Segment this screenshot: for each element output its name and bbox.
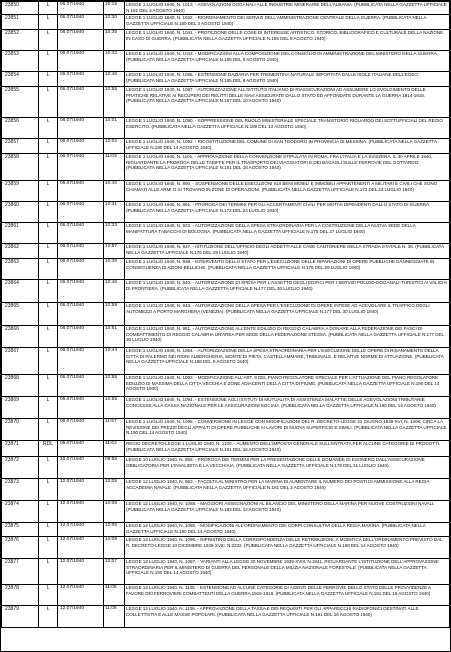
act-description: LEGGE 1 LUGLIO 1940, N. 891. - PROROGA DEI TERMINI PER GLI ACCERTAMENTI CIVILI PER MOTIVI DIPENDENTI DALLO STATO DI GUERRA. (PUBBLICATA NELLA GAZZETTA UFFICIALE N.172 DEL 24 LUGLIO 1940) — [125, 202, 450, 223]
act-date: 06.07/1940 — [58, 244, 104, 259]
act-date: 10.07/1940 — [58, 457, 104, 479]
act-type: L — [39, 2, 58, 15]
act-description: LEGGE 1 LUGLIO 1940, N. 1090. - SOPPRESSIONE DEL RUOLO MINISTERIALE SPECIALE TRANSITORIO RIGUARDO DEI SOTTUFFICIALI DEL REGIO ESERCITO. (PUBBLICATA NELLA GAZZETTA UFFICIALE N.189 DEL 13 AGOSTO 1940) — [125, 118, 450, 139]
act-time: 11:05 — [104, 585, 125, 606]
record-id: 23873 — [2, 479, 39, 501]
act-date: 12.07/1940 — [58, 585, 104, 606]
record-id: 23872 — [2, 457, 39, 479]
record-id: 23860 — [2, 202, 39, 223]
table-row — [2, 501, 450, 523]
act-time: 10:35 — [104, 30, 125, 51]
act-time: 10:08 — [104, 501, 125, 523]
act-type: L — [39, 202, 58, 223]
table-row — [2, 244, 450, 259]
act-date: 06.07/1940 — [58, 139, 104, 154]
legislation-table-body — [2, 2, 450, 628]
act-type: L — [39, 585, 58, 606]
act-time: 10:57 — [104, 244, 125, 259]
table-row — [2, 441, 450, 457]
act-date: 06.07/1940 — [58, 51, 104, 72]
act-time: 10:05 — [104, 479, 125, 501]
act-description: LEGGE 1 LUGLIO 1940, N. 938. - INTERVENTO DELLO STATO PER L'ESECUZIONE DELLE RIPARAZIONI DI OPERE PUBBLICHE DANNEGGIATE IN CONSEGUENZA DI AZIONI BELLICHE. (PUBBLICATA NELLA GAZZETTA UFFICIALE N.176 DEL 29 LUGLIO 1940) — [125, 259, 450, 280]
act-time: 10:31 — [104, 202, 125, 223]
act-time: 10:02 — [104, 139, 125, 154]
act-date: 06.07/1940 — [58, 118, 104, 139]
table-row — [2, 118, 450, 139]
record-id: 23874 — [2, 501, 39, 523]
record-id: 23869 — [2, 397, 39, 419]
act-date: 06.07/1940 — [58, 87, 104, 118]
table-row — [2, 181, 450, 202]
record-id: 23853 — [2, 51, 39, 72]
act-description: LEGGE 10 LUGLIO 1940, N. 958. - PROROGA DEI TERMINI PER LA PRESENTAZIONE DELLE DOMANDE DI ESONERO DALL'ASSICURAZIONE OBBLIGATORIA PER L'INVALIDITA E LA VECCHIAIA. (PUBBLICATA NELLA GAZZETTA UFFICIALE N.178 DEL 31 LUGLIO 1940) — [125, 457, 450, 479]
table-row — [2, 585, 450, 606]
act-date: 06.07/1940 — [58, 348, 104, 375]
act-type: L — [39, 244, 58, 259]
act-type: L — [39, 303, 58, 326]
table-row — [2, 139, 450, 154]
table-row — [2, 2, 450, 15]
act-description: LEGGE 12 LUGLIO 1940, N. 1106. - APPROVAZIONE DELLA TASSA E DEI REQUISITI PER GLI APPARECCHI RADIOFONICI DESTINATI ALLE COLLETTIVITA E ALLE MASSE POPOLARI. (PUBBLICATA NELLA GAZZETTA UFFICIALE N.191 DEL 16 AGOSTO 1940) — [125, 606, 450, 628]
act-time: 10:48 — [104, 72, 125, 87]
table-row — [2, 326, 450, 348]
act-type: L — [39, 154, 58, 181]
act-date: 06.07/1940 — [58, 326, 104, 348]
act-description: LEGGE 1 LUGLIO 1940, N. 1032. - RIORDINAMENTO DEI SERVIZI DELL'AMMINISTRAZIONE CENTRALE DELLA GUERRA. (PUBBLICATA NELLA GAZZETTA UFFICIALE N.180 DEL 3 AGOSTO 1940) — [125, 15, 450, 30]
act-description: LEGGE 1 LUGLIO 1940, N. 1095. - CONVERSIONE IN LEGGE CON MODIFICAZIONI DEL R. DECRETO-LEGGE 21 GIUGNO 1938-XVI, N. 1208, CIRCA LA REVISIONE DEI PREZZI DEGLI APPALTI DI OPERE PUBBLICHE AI LAVORI DI NUOVA SUPERFICIE E SIMILI. (PUBBLICATA NELLA GAZZETTA UFFICIALE N.190 DEL 14 AGOSTO 1940) — [125, 419, 450, 441]
act-type: L — [39, 139, 58, 154]
act-type: L — [39, 223, 58, 244]
act-description: LEGGE 12 LUGLIO 1940, N. 1096. - RIPRISTINO DELLA CORRISPONDENZA DELLE RETRIBUZIONI, A MODIFICA DELL'ORDINAMENTO PREVISTO DAL R. DECRETO-LEGGE 10 DICEMBRE 1939-XVIII, N.2232. (PUBBLICATA NELLA GAZZETTA UFFICIALE N.190 DEL 14 AGOSTO 1940) — [125, 537, 450, 559]
act-description: LEGGE 1 LUGLIO 1940, N. 940. - AUTORIZZAZIONE DI SPESA PER L'ASSETTO DEGLI EDIFICI PER I SERVIZI POLIZIO-DOGANALI-TURISTICI AI VALICHI DI FRONTIERA. (PUBBLICATA NELLA GAZZETTA UFFICIALE N.177 DEL 30 LUGLIO 1940) — [125, 280, 450, 303]
act-time: 11:06 — [104, 606, 125, 628]
record-id: 23852 — [2, 30, 39, 51]
act-type: L — [39, 419, 58, 441]
act-date: 12.07/1940 — [58, 537, 104, 559]
act-description: LEGGE 1 LUGLIO 1940, N. 1092. - RICOSTITUZIONE DEL COMUNE DI SAN TEODORO IN PROVINCIA DI MESSINA. (PUBBLICATA NELLA GAZZETTA UFFICIALE N.190 DEL 14 AGOSTO 1940) — [125, 139, 450, 154]
table-row — [2, 154, 450, 181]
act-time: 10:44 — [104, 348, 125, 375]
act-description: LEGGE 1 LUGLIO 1940, N. 1101. - APPROVAZIONE DELLA CONVENZIONE STIPULATA IN ROMA, FRA L'ITALIA E LA SVIZZERA, IL 30 APRILE 1940, RIGUARDANTE LA PROROGA DELLE TARIFFE PER IL TRASPORTO DEI VIAGGIATORI E DEI BAGAGLI SULLE FERROVIE DEL GOTTARDO. (PUBBLICATA NELLA GAZZETTA UFFICIALE N.191 DEL 16 AGOSTO 1940) — [125, 154, 450, 181]
act-date: 06.07/1940 — [58, 419, 104, 441]
table-row — [2, 479, 450, 501]
act-time: 11:57 — [104, 419, 125, 441]
record-id: 23877 — [2, 559, 39, 585]
table-row — [2, 537, 450, 559]
act-time: 10:07 — [104, 559, 125, 585]
act-time: 10:55 — [104, 375, 125, 397]
record-id: 23856 — [2, 118, 39, 139]
act-time: 11:03 — [104, 154, 125, 181]
act-description: LEGGE 12 LUGLIO 1940, N. 1095. - MODIFICAZIONI ALL'ORDINAMENTO DEI CORPI CONSULTIVI DELLA REGIA MARINA. (PUBBLICATA NELLA GAZZETTA UFFICIALE N.190 DEL 14 AGOSTO 1940) — [125, 523, 450, 537]
act-description: LEGGE 1 LUGLIO 1940, N. 951. - AUTORIZZAZIONE ALL'ENTE EDILIZIO DI REGGIO CALABRIA A DONARE ALLA FEDERAZIONE DEI FASCI DI COMBATTIMENTO DI REGGIO CALABRIA UN'AREA PER SEDE DELLA FEDERAZIONE STESSA. (PUBBLICATA NELLA GAZZETTA UFFICIALE N.177 DEL 30 LUGLIO 1940) — [125, 326, 450, 348]
act-date: 06.07/1940 — [58, 181, 104, 202]
act-time: 10:55 — [104, 87, 125, 118]
act-description: LEGGE 12 LUGLIO 1940, N. 1097. - VARIANTI ALLA LEGGE 30 NOVEMBRE 1939-XVIII, N.1941, RIGUARDANTE L'ISTITUZIONE DELL'APPROVAZIONE STRAORDINARIA PER IL MINISTERO DI GUERRA DEL PERSONALE DELLA MILIZIA NAZIONALE FORESTALE. (PUBBLICATA NELLA GAZZETTA UFFICIALE N.190 DEL 14 AGOSTO 1940) — [125, 559, 450, 585]
record-id: 23859 — [2, 181, 39, 202]
act-description: LEGGE 1 LUGLIO 1940, N. 1094. - ESTENSIONE AGLI ISTITUTI DI MUTUALITA DI ASSISTENZA MALATTIE DELLE AGEVOLAZIONI TRIBUTARIE CONCESSE ALLA CASSA NAZIONALE PER LE ASSICURAZIONI SOCIALI. (PUBBLICATA NELLA GAZZETTA UFFICIALE N.190 DEL 14 AGOSTO 1940) — [125, 397, 450, 419]
table-row — [2, 87, 450, 118]
record-id: 23868 — [2, 375, 39, 397]
act-type: L — [39, 51, 58, 72]
act-time: 10:33 — [104, 223, 125, 244]
record-id: 23866 — [2, 326, 39, 348]
record-id: 23864 — [2, 280, 39, 303]
record-id: 23857 — [2, 139, 39, 154]
act-description: LEGGE 1 LUGLIO 1940, N. 890. - SOSPENSIONE DELLE ESECUZIONI SUI BENI MOBILI E IMMOBILI APPARTENENTI A MILITARI E CIVILI CHE SONO CHIAMATI ALLE ARMI O SI TROVANO IN ZONE DI OPERAZIONI. (PUBBLICATA NELLA GAZZETTA UFFICIALE N.172 DEL 24 LUGLIO 1940) — [125, 181, 450, 202]
act-description: LEGGE 1 LUGLIO 1940, N. 943. - AUTORIZZAZIONE DELLA SPESA PER L'ESECUZIONE DI OPERE INTESE AD AGEVOLARE IL TRAFFICO DEGLI AUTOMEZZI A PORTO MARGHERA (VENEZIA). (PUBBLICATA NELLA GAZZETTA UFFICIALE N.177 DEL 30 LUGLIO 1940) — [125, 303, 450, 326]
record-id: 23858 — [2, 154, 39, 181]
act-description: LEGGE 1 LUGLIO 1940, N. 1013. - AGEVOLAZIONI DOGANALI ALLE INDUSTRIE MINERARIE DELL'ALBANIA. (PUBBLICATA NELLA GAZZETTA UFFICIALE N.161 DEL 3 AGOSTO 1940) — [125, 2, 450, 15]
act-time: 10:08 — [104, 537, 125, 559]
table-row — [2, 606, 450, 628]
act-description: LEGGE 12 LUGLIO 1940, N. 1068. - MAGGIORI ASSEGNAZIONI AL BILANCIO DEL MINISTERO DELLA MARINA PER NUOVE COSTRUZIONI NAVALI. (PUBBLICATA NELLA GAZZETTA UFFICIALE N.183 DEL 12 AGOSTO 1940) — [125, 501, 450, 523]
table-row — [2, 202, 450, 223]
record-id: 23862 — [2, 244, 39, 259]
act-date: 06.07/1940 — [58, 15, 104, 30]
act-date: 06.07/1940 — [58, 154, 104, 181]
table-row — [2, 457, 450, 479]
record-id: 23870 — [2, 419, 39, 441]
record-id: 23855 — [2, 87, 39, 118]
table-row — [2, 375, 450, 397]
act-date: 12.07/1940 — [58, 523, 104, 537]
record-id: 23861 — [2, 223, 39, 244]
act-type: L — [39, 523, 58, 537]
act-date: 06.07/1940 — [58, 441, 104, 457]
record-id: 23865 — [2, 303, 39, 326]
act-time: 10:06 — [104, 523, 125, 537]
act-time: 10:36 — [104, 259, 125, 280]
table-row — [2, 72, 450, 87]
table-row — [2, 280, 450, 303]
act-time: 10:15 — [104, 2, 125, 15]
act-time: 11:63 — [104, 441, 125, 457]
act-date: 06.07/1940 — [58, 223, 104, 244]
act-description: LEGGE 1 LUGLIO 1940, N. 937. - ISTITUZIONE DELL'UFFICIO DEGLI ADDETTI ALLE CASE CANTONIERE DELLA STRADA STATALE N. 36. (PUBBLICATA NELLA GAZZETTA UFFICIALE N.176 DEL 29 LUGLIO 1940) — [125, 244, 450, 259]
act-description: LEGGE 1 LUGLIO 1940, N. 1064. - AUTORIZZAZIONE DELLA SPESA STRAORDINARIA PER L'ESECUZIONE DELLE OPERE DI RISANAMENTO DELLA CITTA DI PALERMO NEI RIONI ALBERGHERIA, MONTE DI PIETA, CASTELLAMMARE, TRIBUNALE, E RELATIVE NORME DI ATTUAZIONE. (PUBBLICATA NELLA GAZZETTA UFFICIALE N.186 DEL 9 AGOSTO 1940) — [125, 348, 450, 375]
act-time: 10:30 — [104, 15, 125, 30]
act-description: LEGGE 12 LUGLIO 1940, N. 1105. - ESTENSIONE AD ALCUNE CATEGORIE DI AGENTI DELLE FERROVIE DELLO STATO DELLE PROVVIDENZE A FAVORE DEI FERROVIERI COMBATTENTI DELLA GUERRA 1915-1918. (PUBBLICATA NELLA GAZZETTA UFFICIALE N.191 DEL 16 AGOSTO 1940) — [125, 585, 450, 606]
act-date: 06.07/1940 — [58, 375, 104, 397]
act-type: L — [39, 375, 58, 397]
act-date: 06.07/1940 — [58, 259, 104, 280]
act-type: L — [39, 479, 58, 501]
table-row — [2, 30, 450, 51]
act-type: RDL — [39, 441, 58, 457]
act-type: L — [39, 501, 58, 523]
act-time: 10:55 — [104, 397, 125, 419]
act-date: 12.07/1940 — [58, 501, 104, 523]
act-type: L — [39, 259, 58, 280]
record-id: 23879 — [2, 606, 39, 628]
act-date: 06.07/1940 — [58, 303, 104, 326]
act-time: 10:48 — [104, 280, 125, 303]
act-time: 10:01 — [104, 118, 125, 139]
act-type: L — [39, 606, 58, 628]
record-id: 23876 — [2, 537, 39, 559]
record-id: 23851 — [2, 15, 39, 30]
act-date: 06.07/1940 — [58, 280, 104, 303]
act-type: L — [39, 348, 58, 375]
act-time: 10:40 — [104, 181, 125, 202]
table-row — [2, 523, 450, 537]
table-row — [2, 51, 450, 72]
legislation-table — [1, 1, 450, 628]
act-description: LEGGE 12 LUGLIO 1940, N. 963. - FACOLTA AL MINISTRO PER LA MARINA DI AUMENTARE IL NUMERO DEI POSTI DI AMMISSIONE ALLA REGIA ACCADEMIA NAVALE. (PUBBLICATA NELLA GAZZETTA UFFICIALE N.181 DEL 3 AGOSTO 1940) — [125, 479, 450, 501]
act-description: LEGGE 1 LUGLIO 1940, N. 1043. - MODIFICAZIONI ALLA COMPOSIZIONE DEL CONSIGLIO DI AMMINISTRAZIONE DEL MINISTERO DELLA GUERRA. (PUBBLICATA NELLA GAZZETTA UFFICIALE N.185 DEL 8 AGOSTO 1940) — [125, 51, 450, 72]
act-time: 10:42 — [104, 51, 125, 72]
table-row — [2, 348, 450, 375]
act-type: L — [39, 118, 58, 139]
act-type: L — [39, 181, 58, 202]
act-description: LEGGE 1 LUGLIO 1940, N. 1085. - ESTENSIONE DAZIARIA PER TREMENTINA NATURALE IMPORTATA DALLE ISOLE ITALIANE DELL'EGEO. (PUBBLICATA NELLA GAZZETTA UFFICIALE N.185 DEL 8 AGOSTO 1940) — [125, 72, 450, 87]
act-time: 09:58 — [104, 457, 125, 479]
record-id: 23854 — [2, 72, 39, 87]
act-description: REGIO DECRETO-LEGGE 1 LUGLIO 1940, N. 1100. - AUMENTO DELL'IMPOSTA GENERALE SULL'ENTRATA PER ALCUNE CATEGORIE DI PRODOTTI. (PUBBLICATA NELLA GAZZETTA UFFICIALE N.191 DEL 16 AGOSTO 1940) — [125, 441, 450, 457]
table-row — [2, 223, 450, 244]
record-id: 23850 — [2, 2, 39, 15]
act-type: L — [39, 15, 58, 30]
act-description: LEGGE 1 LUGLIO 1940, N. 1087. - AUTORIZZAZIONE ALL'ISTITUTO ITALIANO DI RIASSICURAZIONI AD ASSUMERE LO SVOLGIMENTO DELLE PRATICHE RELATIVE AI RECUPERI DEI RELITTI DELLE NAVI ASSICURATE DALLO STATO ED AFFONDATE DURANTE LA GUERRA 1914-1918. (PUBBLICATA NELLA GAZZETTA UFFICIALE N.187 DEL 10 AGOSTO 1940) — [125, 87, 450, 118]
act-type: L — [39, 280, 58, 303]
act-date: 06.07/1940 — [58, 397, 104, 419]
record-id: 23871 — [2, 441, 39, 457]
table-row — [2, 419, 450, 441]
table-row — [2, 259, 450, 280]
act-time: 10:59 — [104, 303, 125, 326]
act-date: 12.07/1940 — [58, 559, 104, 585]
act-date: 12.07/1940 — [58, 606, 104, 628]
record-id: 23867 — [2, 348, 39, 375]
act-type: L — [39, 326, 58, 348]
record-id: 23875 — [2, 523, 39, 537]
act-type: L — [39, 30, 58, 51]
act-description: LEGGE 1 LUGLIO 1940, N. 923. - AUTORIZZAZIONE DELLA SPESA STRAORDINARIA PER LA COSTRUZIONE DELLA NUOVA SEDE DELLA MANIFATTURA TABACCHI DI BOLOGNA. (PUBBLICATA NELLA GAZZETTA UFFICIALE N.175 DEL 27 LUGLIO 1940) — [125, 223, 450, 244]
act-date: 06.07/1940 — [58, 30, 104, 51]
record-id: 23878 — [2, 585, 39, 606]
act-date: 06.07/1940 — [58, 72, 104, 87]
table-row — [2, 397, 450, 419]
act-type: L — [39, 559, 58, 585]
record-id: 23863 — [2, 259, 39, 280]
act-time: 10:51 — [104, 326, 125, 348]
act-date: 06.07/1940 — [58, 202, 104, 223]
act-description: LEGGE 1 LUGLIO 1940, N. 1093. - MODIFICAZIONE ALL'ART. 8 DEL PIANO REGOLATORE SPECIALE PER L'ATTUAZIONE DEL PIANO REGOLATORE EDILIZIO DI MASSIMA DELLA CITTA VECCHIA E ZONE ADIACENTI DELLA CITTA DI FIUME. (PUBBLICATA NELLA GAZZETTA UFFICIALE N.190 DEL 14 AGOSTO 1940) — [125, 375, 450, 397]
act-date: 12.07/1940 — [58, 479, 104, 501]
table-row — [2, 303, 450, 326]
act-type: L — [39, 72, 58, 87]
act-description: LEGGE 1 LUGLIO 1940, N. 1041. - PROTEZIONE DELLE COSE DI INTERESSE ARTISTICO, STORICO, BIBLIOGRAFICO E CULTURALE DELLA NAZIONE IN CASO DI GUERRA. (PUBBLICATA NELLA GAZZETTA UFFICIALE N.185 DEL 8 AGOSTO 1940) — [125, 30, 450, 51]
act-type: L — [39, 87, 58, 118]
act-date: 06.07/1940 — [58, 2, 104, 15]
act-type: L — [39, 457, 58, 479]
act-type: L — [39, 397, 58, 419]
act-type: L — [39, 537, 58, 559]
table-row — [2, 15, 450, 30]
table-row — [2, 559, 450, 585]
